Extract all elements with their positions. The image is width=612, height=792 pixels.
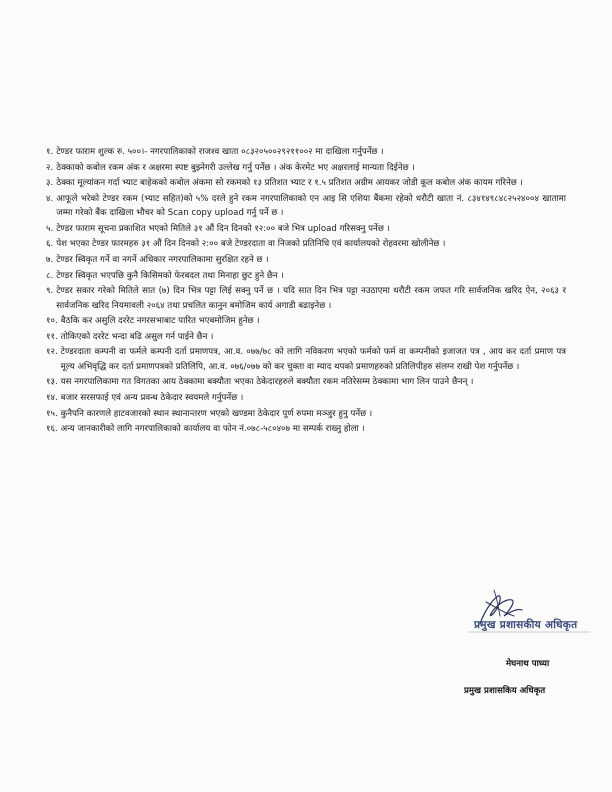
condition-item [46, 269, 566, 283]
condition-text: टेण्डर स्विकृत भएपछि कुनै किसिमको फेरबदल तथा मिनाहा छुट हुने छैन । [56, 270, 284, 281]
condition-text: कुनैपनि कारणले हाटवजारको स्थान स्थानान्तरण भएको खण्डमा ठेकेदार पूर्ण रुपमा मञ्जुर हुनु पर्नेछ । [60, 408, 373, 419]
condition-text: तोकिएको दररेट भन्दा बढि असुल गर्न पाईने छैन । [60, 331, 214, 342]
condition-item [46, 345, 566, 374]
signatory-title: प्रमुख प्रशासकिय अधिकृत [464, 686, 546, 696]
condition-text: टेण्डर फाराम शुल्क रु. ५००।- नगरपालिकाको राजश्व खाता ०८३२०५००२९२११००२ मा दाखिला गर्नुपर्नेछ । [56, 147, 384, 157]
condition-text: टेण्डर स्विकृत गर्ने वा नगर्ने अधिकार नगरपालिकामा सुरक्षित रहने छ । [56, 254, 269, 265]
condition-number: १. [46, 147, 54, 157]
condition-number: ६. [46, 239, 54, 250]
condition-text: बजार सरसफाई एवं अन्य प्रवन्ध ठेकेदार स्वयमले गर्नुपर्नेछ । [60, 392, 244, 403]
condition-number: १५. [46, 408, 58, 419]
condition-number: १२. [46, 347, 58, 358]
condition-number: ३. [46, 178, 54, 189]
condition-text: यस नगरपालिकामा गत विगतका आय ठेक्कामा बक्यौता भएका ठेकेदारहरुले बक्यौता रकम नतिरेसम्म ठेक्कामा भाग लिन पाउने छैनन् । [60, 377, 474, 388]
condition-item [46, 222, 566, 236]
condition-item [46, 192, 566, 221]
condition-text: ठेक्का मूल्यांकन गर्दा भ्याट बाहेकको कबोल अंकमा सो रकमको १३ प्रतिशत भ्याट र १.५ प्रतिशत अग्रीम आयकर जोडी कूल कबोल अंक कायम गरिनेछ । [56, 178, 523, 189]
condition-item [46, 176, 566, 190]
condition-number: ११. [46, 331, 58, 342]
condition-number: ८. [46, 270, 54, 281]
condition-text: बैठकि कर असुलि दररेट नगरसभाबाट पारित भएबमोजिम हुनेछ । [60, 316, 260, 327]
signature-stamp [440, 582, 600, 642]
condition-number: १६. [46, 424, 58, 435]
condition-number: १३. [46, 377, 58, 388]
condition-text: अन्य जानकारीको लागि नगरपालिकाको कार्यालय वा फोन नं.०७८-५८०४०७ मा सम्पर्क राख्नु होला । [60, 424, 365, 435]
condition-number: ५. [46, 223, 54, 234]
condition-item [46, 391, 566, 405]
condition-item [46, 407, 566, 421]
signatory-name: मेघनाथ पाध्या [506, 659, 550, 669]
condition-number: १४. [46, 392, 58, 403]
condition-text: ठेक्काको कबोल रकम अंक र अक्षरमा स्पष्ट बुझ्नेगरी उल्लेख गर्नु पर्नेछ । अंक केरमेट भए अक्षरलाई मान्यता दिईनेछ । [56, 162, 415, 173]
condition-text: पेश भएका टेण्डर फारमहरु ३१ औं दिन दिनको २:०० बजे टेण्डरदाता वा निजको प्रतिनिधि एवं कार्यालयको रोहवरमा खोलीनेछ । [56, 239, 446, 250]
condition-number: १०. [46, 316, 58, 327]
conditions-list [46, 145, 566, 438]
condition-item [46, 161, 566, 175]
condition-item [46, 375, 566, 389]
condition-item [46, 330, 566, 344]
condition-item [46, 145, 566, 159]
condition-number: ४. [46, 193, 54, 204]
condition-text: टेण्डरदाता कम्पनी वा फर्मले कम्पनी दर्ता प्रमाणपत्र, आ.व. ०७७/७८ को लागि नविकरण भएको फर्मको फर्म वा कम्पनीको इजाजत पत्र , आय कर दर्ता प्रमाण पत्र मूल्य अभिवृद्धि कर दर्ता प्रमाणपत्रको प्रतिलिपि, आ.व. ०७६/०७७ को कर चुक्ता वा म्याद थपको प्रमाणहरुको प्रतिलिपीहरु संलग्न राखी पेश गर्नुपर्नेछ । [60, 347, 566, 372]
condition-item [46, 422, 566, 436]
condition-number: २. [46, 162, 54, 173]
condition-number: ९. [46, 286, 54, 297]
stamp-text: प्रमुख प्रशासकीय अधिकृत [474, 619, 578, 631]
condition-number: ७. [46, 254, 54, 265]
condition-text: टेण्डर फाराम सूचना प्रकाशित भएको मितिले ३१ औं दिन दिनको १२:०० बजे भित्र upload गरिसक्नु पर्नेछ । [56, 223, 390, 234]
condition-text: आफूले भरेको टेण्डर रकम (भ्याट सहित)को ५% दरले हुने रकम नगरपालिकाको एन आइ सि एशिया बैंकमा रहेको धरौटी खाता नं. ८३४१४९८४८२५२४००४ खातामा जम्मा गरेको बैंक दाखिला भौचर को Scan copy upload गर्नु पर्ने छ । [56, 193, 566, 219]
condition-item [46, 253, 566, 267]
condition-item [46, 237, 566, 251]
signature-scribble [440, 582, 600, 642]
condition-item [46, 314, 566, 328]
condition-item [46, 284, 566, 313]
condition-text: टेण्डर सकार गरेको मितिले सात (७) दिन भित्र पट्टा लिई सक्नु पर्ने छ । यदि सात दिन भित्र पट्टा नउठाएमा धरौटी रकम जफत गरि सार्वजनिक खरिद ऐन, २०६३ र सार्वजनिक खरिद नियमावली २०६४ तथा प्रचलित कानुन बमोजिम कार्य अगाडी बढाइनेछ । [56, 286, 566, 311]
